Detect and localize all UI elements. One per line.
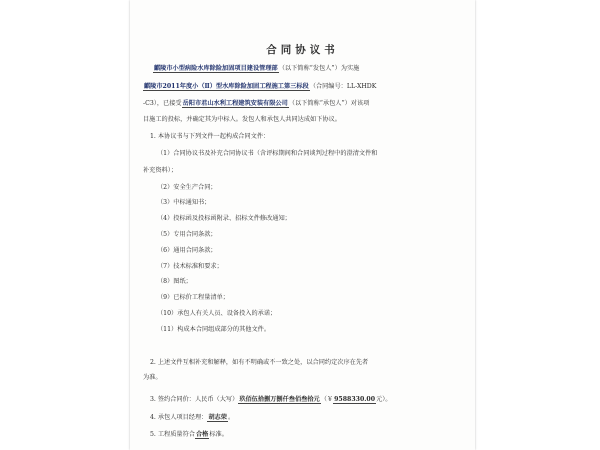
- clause-2: [150, 359, 368, 367]
- clause-5: [150, 431, 228, 439]
- project-manager-name: 胡志荣: [208, 413, 227, 421]
- clause-1: 1. 本协议书与下列文件一起构成合同文件：: [150, 132, 270, 140]
- doc-item: （3）中标通知书；: [157, 199, 211, 207]
- intro-line-2: [143, 83, 376, 91]
- doc-item: （2）安全生产合同；: [157, 183, 217, 191]
- intro-line-4: 目施工的投标，并确定其为中标人。发包人和承包人共同达成如下协议。: [143, 115, 341, 123]
- doc-item: （9）已标价工程量清单；: [157, 294, 229, 302]
- intro-line-3: [143, 100, 369, 108]
- intro-line-1: [153, 65, 359, 73]
- doc-item-1: （1）合同协议书及补充合同协议书（含评标期间和合同谈判过程中的澄清文件和: [157, 150, 378, 158]
- clause-3: [150, 396, 392, 404]
- contractor-suffix: （以下简称“承包人”）对该项: [288, 100, 370, 108]
- clause-2-text: 2. 上述文件互相补充和解释，如有不明确或不一致之处，以合同约定次序在先者: [150, 359, 369, 367]
- contract-amount-number: 9588330.00: [334, 396, 376, 404]
- employer-suffix: （以下简称“发包人”）为实施: [278, 64, 360, 72]
- doc-item: （4）投标函及投标函附录、招标文件修改通知；: [157, 215, 291, 223]
- clause-3-prefix: 3. 签约合同价：人民币（大写）: [150, 396, 239, 404]
- project-suffix: （合同编号：LL-XHDK: [309, 82, 377, 90]
- contractor-name: 岳阳市君山水利工程建筑安装有限公司: [182, 100, 288, 108]
- doc-item: （8）图纸；: [157, 278, 192, 286]
- doc-item: （6）通用合同条款；: [157, 246, 217, 254]
- doc-item: （7）技术标准和要求；: [157, 262, 223, 270]
- clause-4: [150, 414, 234, 422]
- clause-2-cont: [143, 374, 162, 382]
- doc-item: （10）承包人有关人员、设备投入的承诺；: [157, 310, 277, 318]
- clause-5-prefix: 5. 工程质量符合: [150, 431, 195, 439]
- doc-item: （5）专用合同条款；: [157, 230, 217, 238]
- clause-4-suffix: 。: [227, 413, 235, 421]
- contract-page: [130, 0, 475, 450]
- employer-name: 麒陵市小型病险水库除险加固项目建设管理部: [154, 64, 278, 72]
- clause-3-num-prefix: （￥: [320, 396, 334, 404]
- quality-standard: 合格: [196, 431, 209, 439]
- page-title: 合同协议书: [266, 44, 339, 56]
- clause-3-suffix: 元）。: [376, 396, 392, 404]
- contract-code-tail: -C3），已接受: [143, 100, 182, 108]
- project-name: 麒陵市2011年度小（Ⅱ）型水库除险加固工程施工第三标段: [144, 82, 309, 90]
- contract-amount-words: 玖佰伍拾捌万捌仟叁佰叁拾元: [239, 396, 320, 404]
- clause-5-suffix: 标准。: [209, 431, 228, 439]
- doc-item-1-cont: 补充资料）；: [143, 166, 178, 174]
- clause-4-prefix: 4. 承包人项目经理：: [150, 413, 208, 421]
- clause-2-cont-text: 为准。: [143, 374, 162, 382]
- doc-item: （11）构成本合同组成部分的其他文件。: [157, 325, 271, 333]
